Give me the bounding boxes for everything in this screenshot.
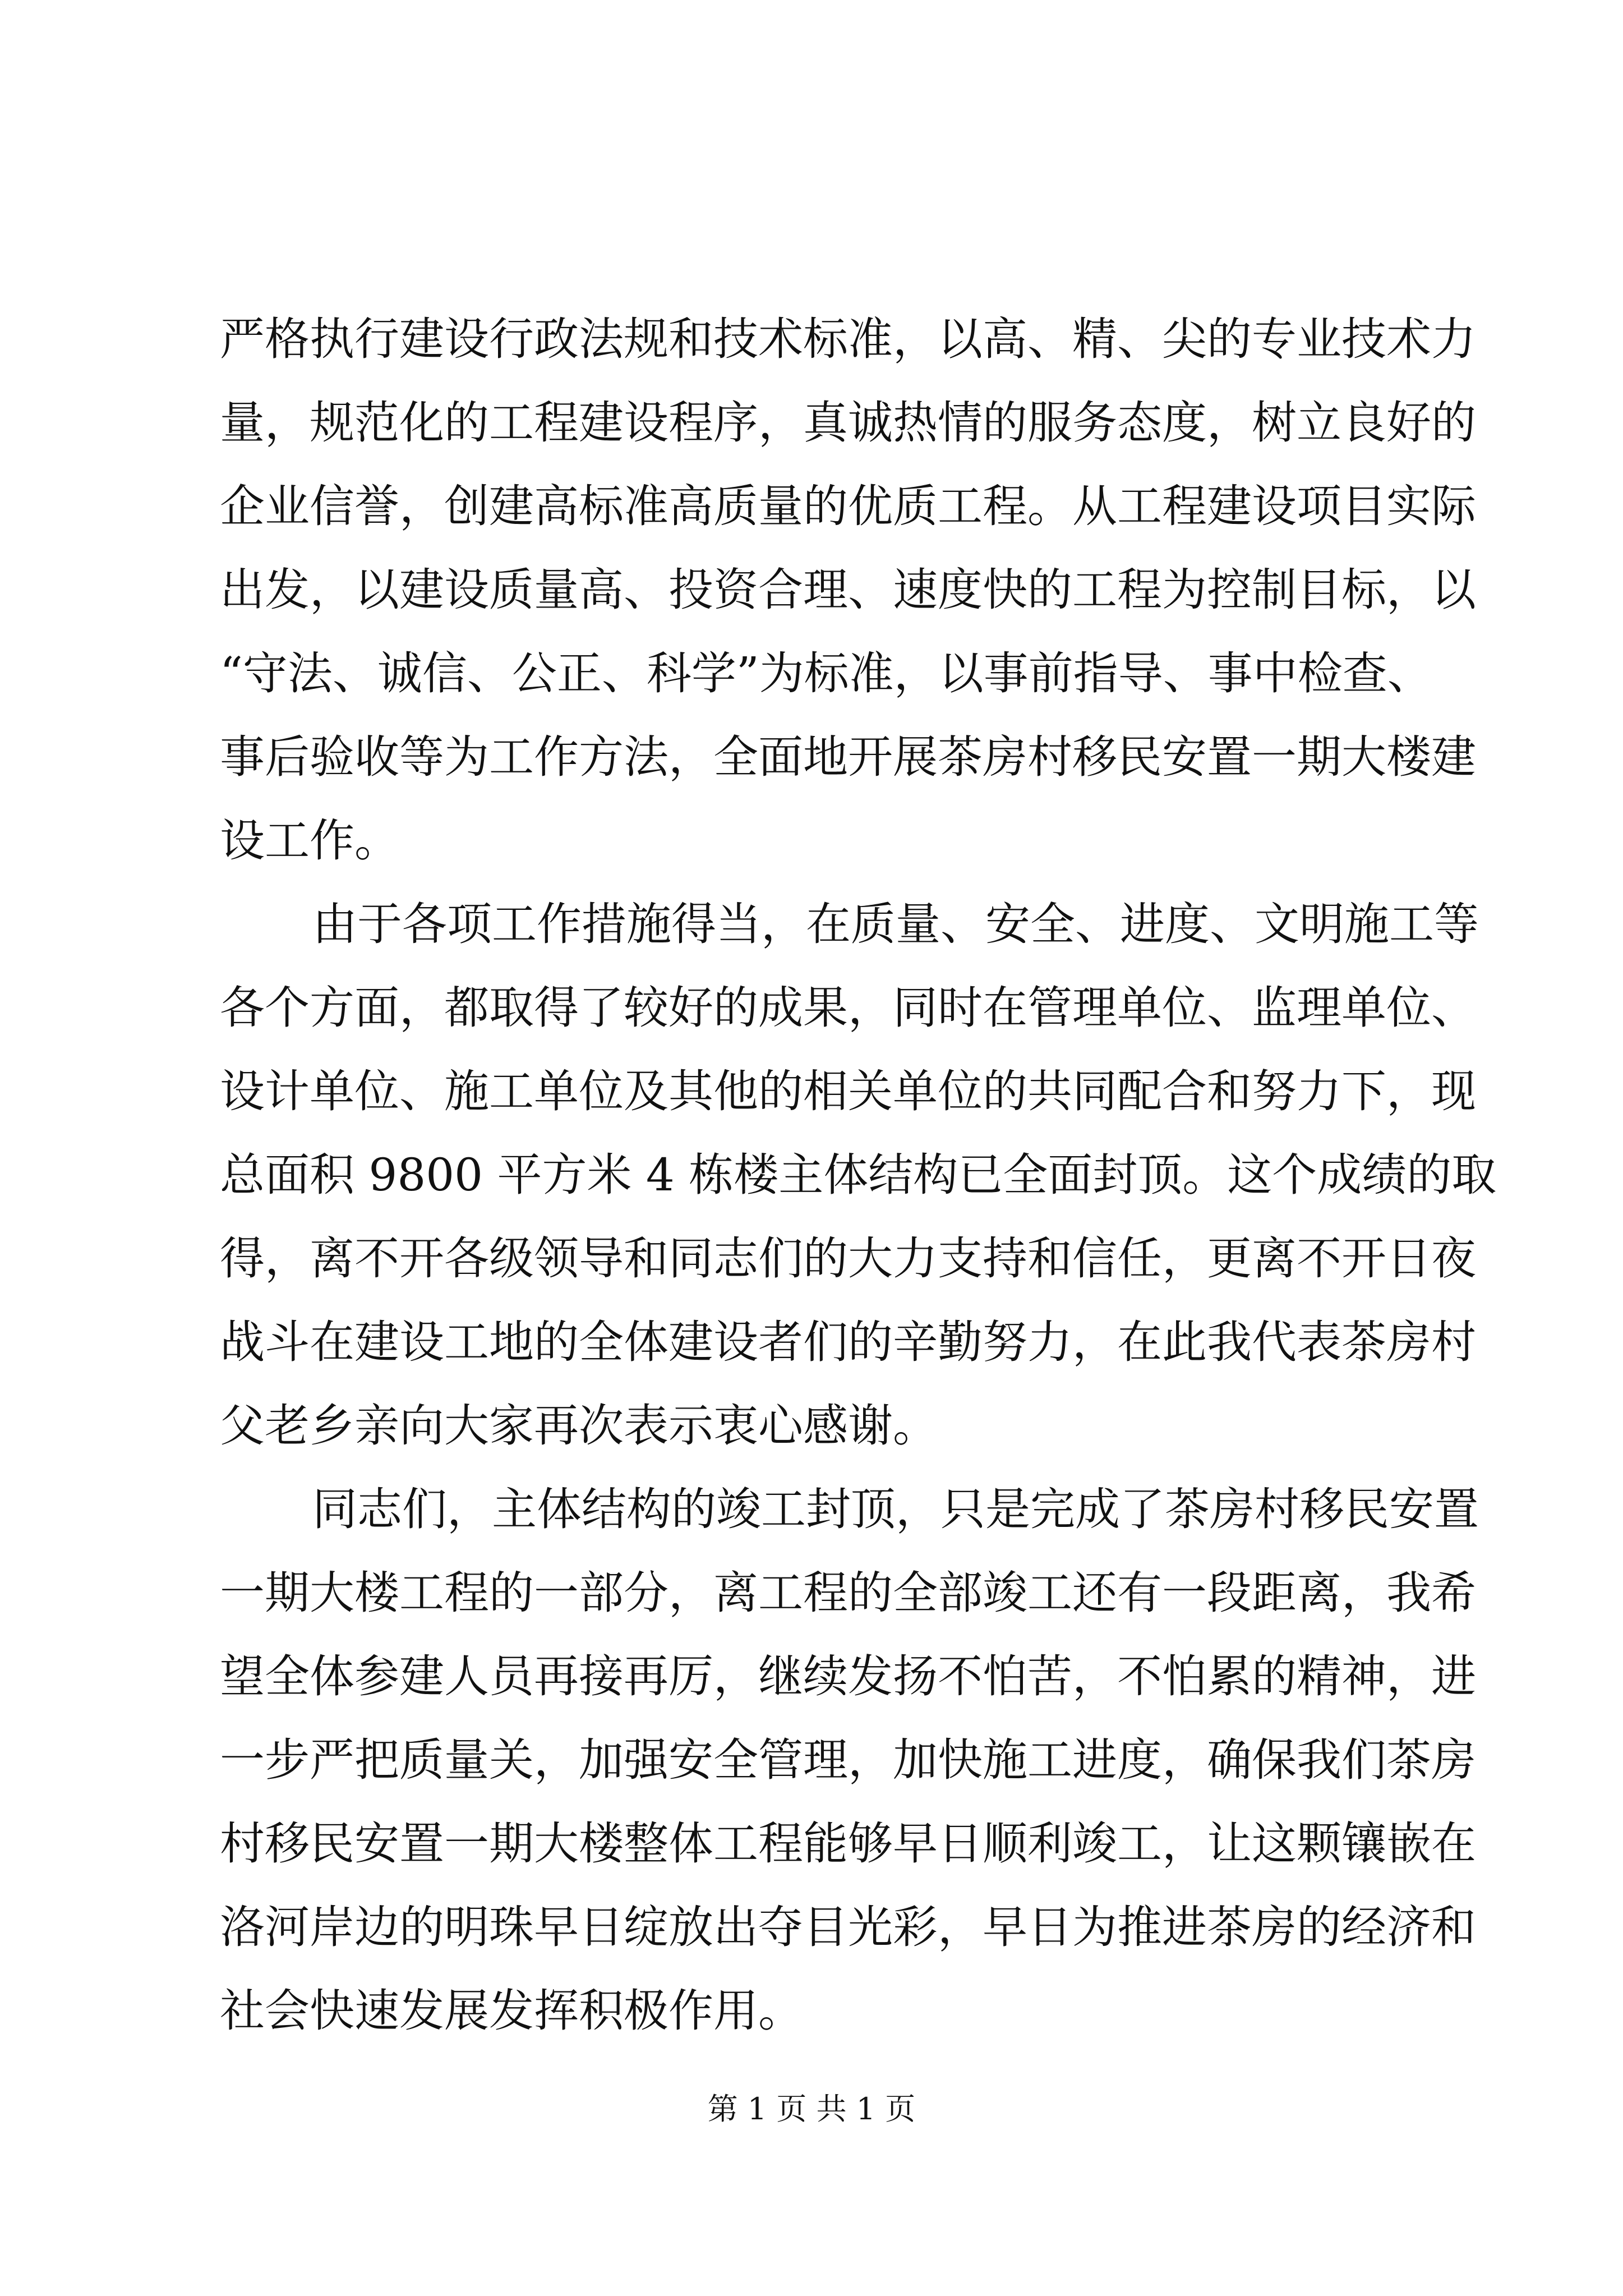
text-line: 战斗在建设工地的全体建设者们的辛勤努力，在此我代表茶房村 — [220, 1316, 1476, 1368]
text-line: 严格执行建设行政法规和技术标准，以高、精、尖的专业技术力 — [220, 313, 1476, 365]
text-line: 村移民安置一期大楼整体工程能够早日顺利竣工，让这颗镶嵌在 — [220, 1818, 1476, 1870]
text-line: 出发，以建设质量高、投资合理、速度快的工程为控制目标，以 — [220, 564, 1476, 616]
text-line: 总面积 9800 平方米 4 栋楼主体结构已全面封顶。这个成绩的取 — [220, 1149, 1497, 1201]
document-body — [220, 297, 1497, 2053]
text-line: 一步严把质量关，加强安全管理，加快施工进度，确保我们茶房 — [220, 1734, 1476, 1786]
text-line: 父老乡亲向大家再次表示衷心感谢。 — [220, 1400, 938, 1452]
text-line: 企业信誉，创建高标准高质量的优质工程。从工程建设项目实际 — [220, 480, 1476, 532]
paragraph-2 — [220, 882, 1497, 1467]
paragraph-3 — [220, 1467, 1479, 2053]
text-line: 各个方面，都取得了较好的成果，同时在管理单位、监理单位、 — [220, 982, 1476, 1034]
text-line: 设计单位、施工单位及其他的相关单位的共同配合和努力下，现 — [220, 1065, 1476, 1117]
text-line: “守法、诚信、公正、科学”为标准，以事前指导、事中检查、 — [220, 647, 1432, 700]
text-line: 社会快速发展发挥积极作用。 — [220, 1985, 803, 2037]
text-line: 由于各项工作措施得当，在质量、安全、进度、文明施工等 — [312, 898, 1479, 950]
text-line: 一期大楼工程的一部分，离工程的全部竣工还有一段距离，我希 — [220, 1567, 1476, 1619]
text-line: 事后验收等为工作方法，全面地开展茶房村移民安置一期大楼建 — [220, 731, 1476, 783]
text-line: 同志们，主体结构的竣工封顶，只是完成了茶房村移民安置 — [312, 1483, 1479, 1535]
text-line: 望全体参建人员再接再厉，继续发扬不怕苦，不怕累的精神，进 — [220, 1650, 1476, 1703]
page-number-footer: 第 1 页 共 1 页 — [707, 2091, 916, 2127]
text-line: 洛河岸边的明珠早日绽放出夺目光彩，早日为推进茶房的经济和 — [220, 1901, 1476, 1953]
text-line: 设工作。 — [220, 815, 399, 867]
text-line: 量，规范化的工程建设程序，真诚热情的服务态度，树立良好的 — [220, 397, 1476, 449]
text-line: 得，离不开各级领导和同志们的大力支持和信任，更离不开日夜 — [220, 1232, 1476, 1285]
paragraph-1 — [220, 297, 1476, 882]
